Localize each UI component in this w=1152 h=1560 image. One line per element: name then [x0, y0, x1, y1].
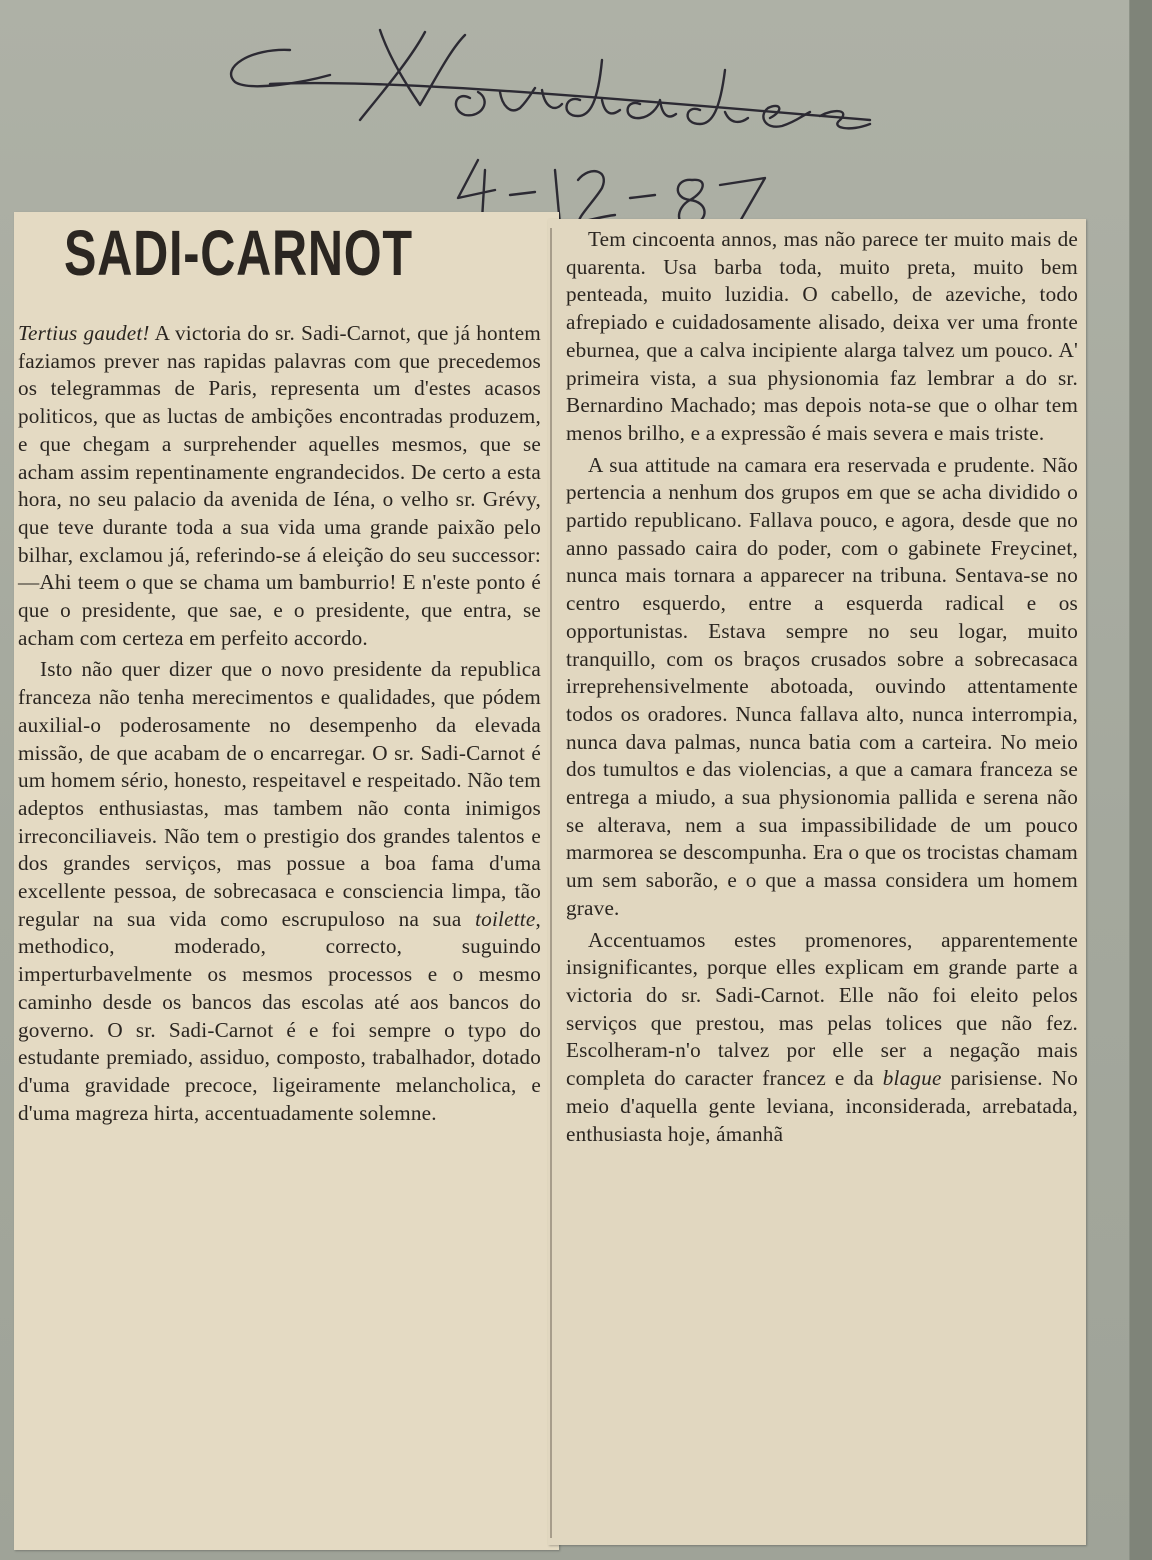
column-rule [550, 228, 552, 1538]
paragraph [566, 927, 1078, 1149]
paragraph [18, 320, 541, 652]
paragraph-text: parisiense. No meio d'aquella gente leviana, inconsiderada, arrebatada, enthusiasta hoje, ámanhã [566, 1066, 1078, 1146]
paragraph-text: A victoria do sr. Sadi-Carnot, que já hontem faziamos prever nas rapidas palavras com que precedemos os telegrammas de Paris, representa um d'estes acasos politicos, que as luctas de ambições encontradas produzem, e que chegam a surprehender aquelles mesmos, que se acham assim repentinamente engrandecidos. De certo a esta hora, no seu palacio da avenida de Iéna, o velho sr. Grévy, que teve durante toda a sua vida uma grande paixão pelo bilhar, exclamou já, referindo-se á eleição do seu successor:—Ahi teem o que se chama um bamburrio! E n'este ponto é que o presidente, que sae, e o presidente, que entra, se acham com certeza em perfeito accordo. [18, 321, 541, 650]
paragraph: Tem cincoenta annos, mas não parece ter muito mais de quarenta. Usa barba toda, muito preta, muito bem penteada, muito luzidia. O cabello, de azeviche, todo afrepiado e cuidadosamente alisado, deixa ver uma fronte eburnea, que a calva incipiente alarga talvez um pouco. A' primeira vista, a sua physionomia faz lembrar a do sr. Bernardino Machado; mas depois nota-se que o olhar tem menos brilho, e a expressão é mais severa e mais triste. [566, 227, 1078, 445]
paragraph-text: , methodico, moderado, correcto, suguindo imperturbavelmente os mesmos processos e o mesmo caminho desde os bancos das escolas até aos bancos do governo. O sr. Sadi-Carnot é e foi sempre o typo do estudante premiado, assiduo, composto, trabalhador, dotado d'uma gravidade precoce, ligeiramente melancholica, e d'uma magreza hirta, accentuadamente solemne. [18, 906, 541, 1125]
italic-word: blague [882, 1066, 942, 1091]
handwritten-annotation [210, 20, 910, 235]
paragraph-text: Isto não quer dizer que o novo presidente da republica franceza não tenha merecimentos e qualidades, que pódem auxilial-o poderosamente no desempenho da elevada missão, de que acabam de o encarregar. O sr. Sadi-Carnot é um homem sério, honesto, respeitavel e respeitado. Não tem adeptos enthusiastas, mas tambem não conta inimigos irreconciliaveis. Não tem o prestigio dos grandes talentos e dos grandes serviços, mas possue a boa fama d'uma excellente pessoa, de sobrecasaca e consciencia limpa, tão regular na sua vida como escrupuloso na sua [18, 657, 541, 931]
paragraph [18, 656, 541, 1127]
paragraph: A sua attitude na camara era reservada e prudente. Não pertencia a nenhum dos grupos em que se acha dividido o partido republicano. Fallava pouco, e agora, desde que no anno passado caira do poder, com o gabinete Freycinet, nunca mais tornara a apparecer na tribuna. Sentava-se no centro esquerdo, entre a esquerda radical e os opportunistas. Estava sempre no seu logar, muito tranquillo, com os braços crusados sobre a sobrecasaca irreprehensivelmente abotoada, ouvindo attentamente todos os oradores. Nunca fallava alto, nunca interrompia, nunca dava palmas, nunca batia com a carteira. No meio dos tumultos e das violencias, a que a camara franceza se entrega a miudo, a sua physionomia pallida e serena não se alterava, nem a sua impassibilidade de um pouco marmorea se descompunha. Era o que os trocistas chamam um sem saborão, e o que a massa considera um homem grave. [566, 452, 1078, 920]
right-column-text [566, 226, 1078, 1148]
board-edge-strip [1129, 0, 1152, 1560]
italic-word: toilette [475, 906, 536, 931]
paragraph-text: Accentuamos estes promenores, apparentemente insignificantes, porque elles explicam em grande parte a victoria do sr. Sadi-Carnot. Elle não foi eleito pelos serviços que prestou, mas pelas tolices que não fez. Escolheram-n'o talvez por elle ser a negação mais completa do caracter francez e da [566, 927, 1078, 1091]
left-column-text [18, 320, 541, 1127]
lead-italic: Tertius gaudet! [18, 321, 150, 345]
article-title: SADI-CARNOT [64, 217, 413, 289]
